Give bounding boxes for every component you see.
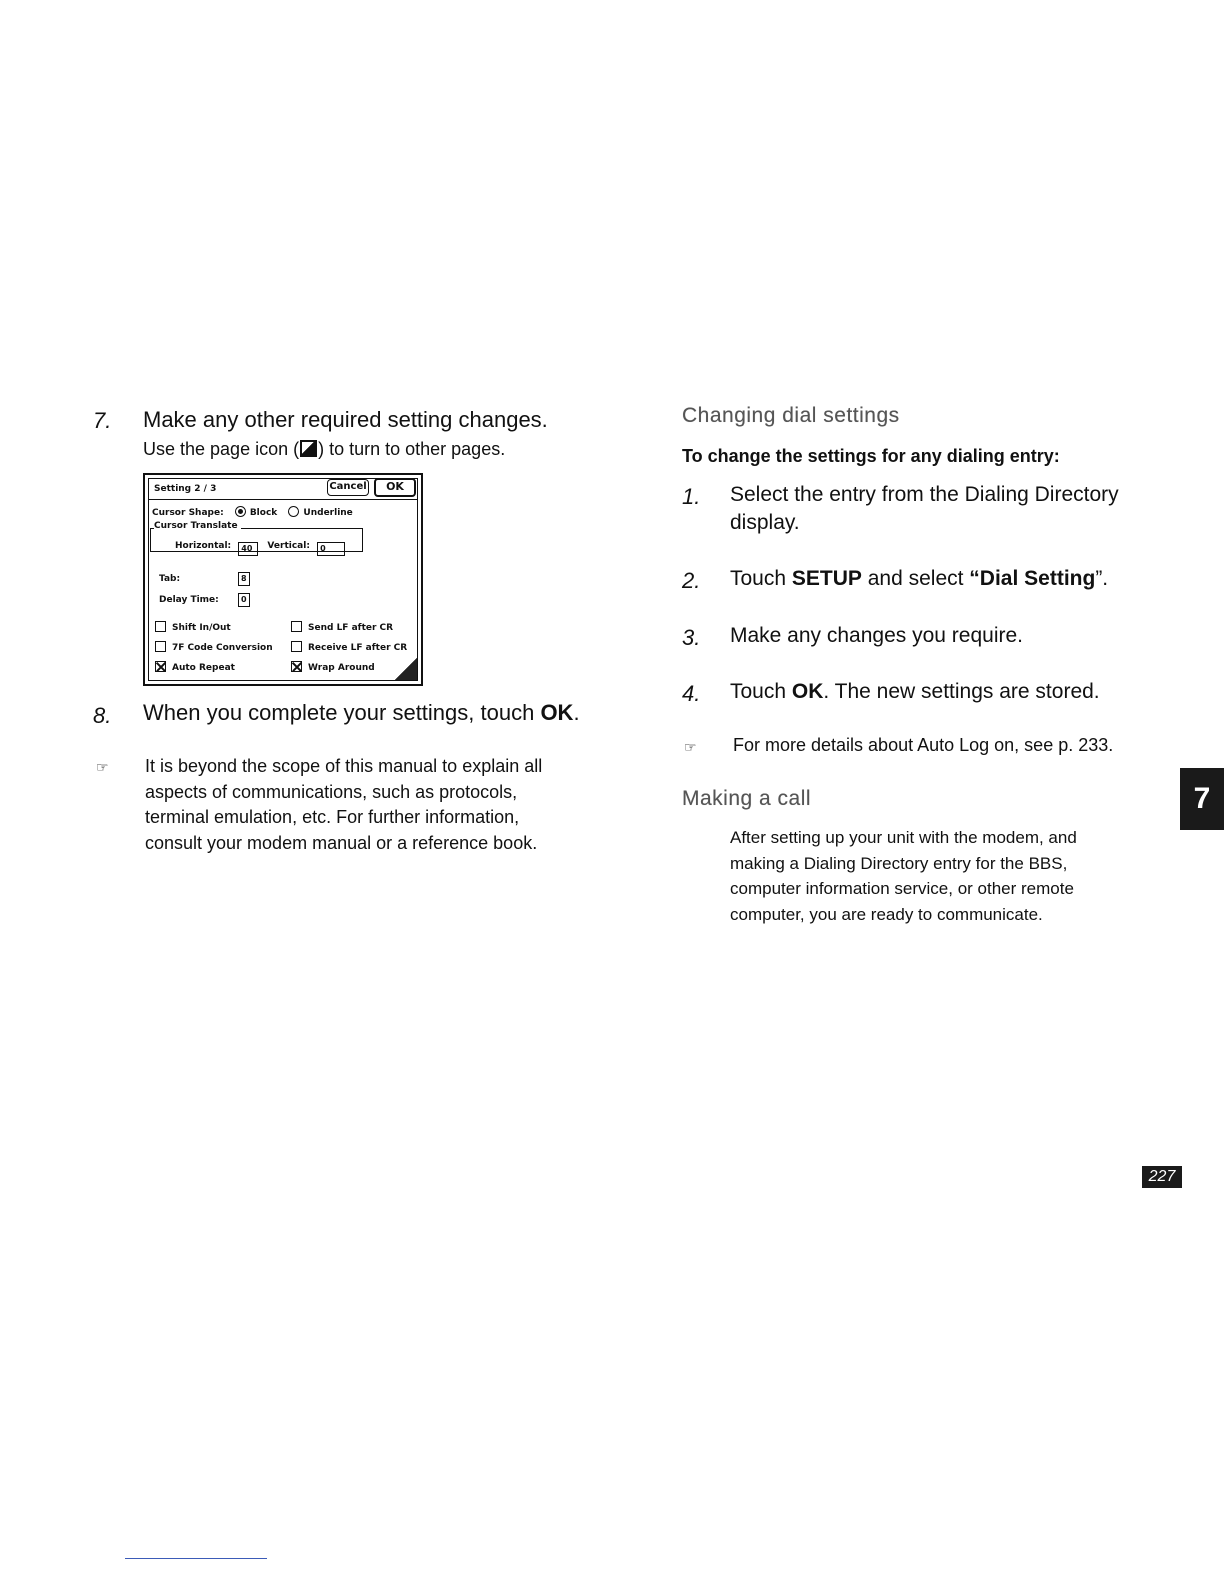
checkbox-checked-icon xyxy=(291,661,302,672)
step-8-text xyxy=(143,700,580,726)
step-2-c: and select xyxy=(861,567,970,590)
chapter-tab: 7 xyxy=(1180,768,1224,830)
option-label: Send LF after CR xyxy=(308,623,394,633)
step-4-a: Touch xyxy=(730,680,792,703)
step-8-ok: OK xyxy=(540,700,574,725)
option-7f-code-conversion[interactable] xyxy=(155,641,273,653)
checkbox-icon xyxy=(155,641,166,652)
step-8-number: 8. xyxy=(93,703,112,728)
scope-note xyxy=(145,754,542,856)
block-radio[interactable] xyxy=(235,506,246,517)
step-2-setup: SETUP xyxy=(791,567,862,590)
footer-rule xyxy=(125,1558,267,1559)
dialog-title-divider xyxy=(149,499,417,500)
tab-label: Tab: xyxy=(159,574,181,584)
auto-log-note: For more details about Auto Log on, see p. 233. xyxy=(733,735,1114,755)
step-7-sub-after: ) to turn to other pages. xyxy=(318,439,506,459)
block-label: Block xyxy=(249,508,278,518)
note-line: terminal emulation, etc. For further information, xyxy=(145,807,520,827)
checkbox-icon xyxy=(291,621,302,632)
step-3-number: 3. xyxy=(682,625,701,650)
cursor-translate-row xyxy=(175,541,351,556)
heading-making-a-call: Making a call xyxy=(682,787,812,810)
note-hand-icon: ☞ xyxy=(96,759,108,775)
dialog-title: Setting 2 / 3 xyxy=(154,484,217,494)
horizontal-field[interactable]: 40 xyxy=(238,542,258,556)
step-1-number: 1. xyxy=(682,484,701,509)
delay-time-label: Delay Time: xyxy=(159,595,219,605)
vertical-label: Vertical: xyxy=(267,541,310,551)
step-4-c: . The new settings are stored. xyxy=(823,680,1100,703)
option-label: Auto Repeat xyxy=(172,663,235,673)
step-8 xyxy=(93,703,111,729)
para-line: computer, you are ready to communicate. xyxy=(730,904,1043,924)
step-2-e: ”. xyxy=(1095,567,1109,590)
page-number: 227 xyxy=(1142,1166,1182,1188)
step-3-text: Make any changes you require. xyxy=(730,624,1024,647)
note-line: aspects of communications, such as protocols, xyxy=(145,781,518,802)
option-receive-lf-after-cr[interactable] xyxy=(291,641,407,653)
note-line: consult your modem manual or a reference book. xyxy=(145,832,538,853)
tab-field[interactable]: 8 xyxy=(238,572,250,586)
making-a-call-paragraph xyxy=(730,825,1077,927)
step-2-dial-setting: “Dial Setting xyxy=(969,567,1096,590)
underline-label: Underline xyxy=(303,508,353,518)
delay-time-field[interactable]: 0 xyxy=(238,593,250,607)
step-7-number: 7. xyxy=(93,408,112,433)
note-hand-icon: ☞ xyxy=(684,739,696,755)
step-2-text xyxy=(730,565,1108,593)
subheading-dialing-entry: To change the settings for any dialing entry: xyxy=(682,446,1060,466)
horizontal-label: Horizontal: xyxy=(175,541,232,551)
step-2-a: Touch xyxy=(730,567,792,590)
step-7-text: Make any other required setting changes. xyxy=(143,407,548,432)
option-label: Shift In/Out xyxy=(172,623,231,633)
step-4-text xyxy=(730,678,1100,706)
cursor-shape-row xyxy=(152,506,353,518)
checkbox-checked-icon xyxy=(155,661,166,672)
step-4-number: 4. xyxy=(682,681,701,706)
underline-radio[interactable] xyxy=(288,506,299,517)
step-7-sub-before: Use the page icon ( xyxy=(143,439,300,459)
cursor-translate-label: Cursor Translate xyxy=(154,521,241,531)
cancel-button[interactable]: Cancel xyxy=(327,479,369,496)
option-send-lf-after-cr[interactable] xyxy=(291,621,393,633)
step-8-text-after: . xyxy=(573,700,580,725)
cursor-shape-label: Cursor Shape: xyxy=(152,508,224,518)
option-label: Wrap Around xyxy=(308,663,375,673)
ok-button[interactable]: OK xyxy=(374,478,416,497)
step-7-subtext xyxy=(143,438,505,460)
option-auto-repeat[interactable] xyxy=(155,661,235,673)
para-line: making a Dialing Directory entry for the BBS, xyxy=(730,853,1068,873)
page-icon xyxy=(300,440,317,457)
note-line: It is beyond the scope of this manual to explain all xyxy=(145,756,543,776)
para-line: computer information service, or other remote xyxy=(730,879,1074,898)
checkbox-icon xyxy=(155,621,166,632)
option-shift-in-out[interactable] xyxy=(155,621,231,633)
vertical-field[interactable]: 0 xyxy=(317,542,345,556)
step-8-text-before: When you complete your settings, touch xyxy=(143,700,541,725)
step-1-line1: Select the entry from the Dialing Directory xyxy=(730,483,1119,506)
step-4-ok: OK xyxy=(791,680,824,703)
option-label: Receive LF after CR xyxy=(308,643,408,653)
settings-dialog xyxy=(143,473,423,686)
checkbox-icon xyxy=(291,641,302,652)
step-1-text xyxy=(730,481,1119,537)
para-line: After setting up your unit with the modem, and xyxy=(730,828,1077,847)
step-2-number: 2. xyxy=(682,568,701,593)
option-label: 7F Code Conversion xyxy=(172,643,273,653)
step-1-line2: display. xyxy=(730,511,800,534)
heading-changing-dial-settings: Changing dial settings xyxy=(682,404,900,427)
option-wrap-around[interactable] xyxy=(291,661,375,673)
page-turn-icon[interactable] xyxy=(395,658,417,680)
